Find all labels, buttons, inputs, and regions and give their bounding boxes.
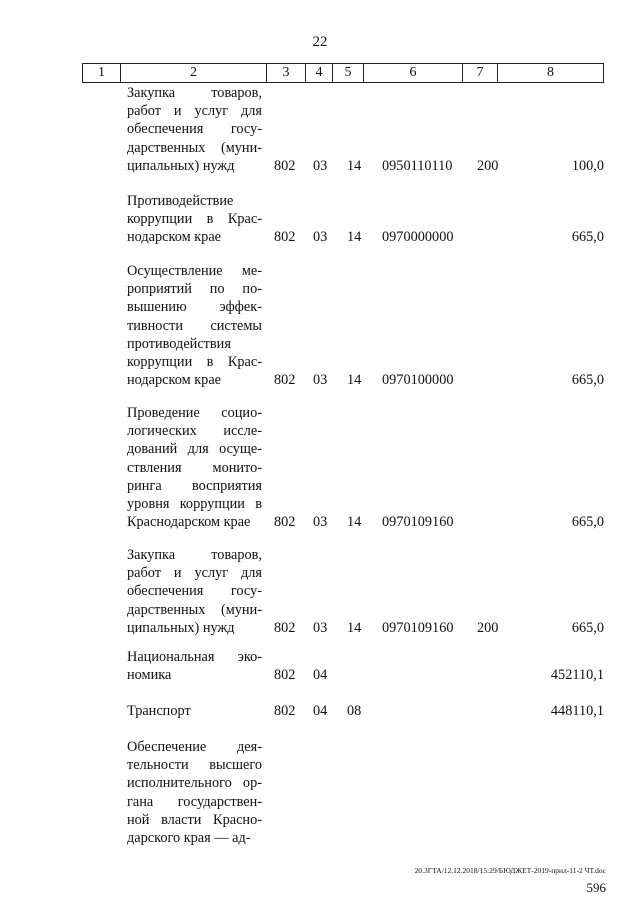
- description-line: нодарском крае: [127, 229, 222, 246]
- amount: 665,0: [571, 372, 604, 389]
- code-ved: 802: [274, 372, 296, 389]
- description-line: исполнительного ор-: [127, 775, 262, 792]
- code-section: 03: [313, 372, 328, 389]
- code-expense-type: 200: [477, 157, 499, 174]
- code-target: 0970000000: [382, 229, 454, 246]
- code-ved: 802: [274, 619, 296, 636]
- code-ved: 802: [274, 667, 296, 684]
- description-line: Обеспечение дея-: [127, 739, 262, 755]
- description-line: работ и услуг для: [127, 565, 262, 582]
- description-line: работ и услуг для: [127, 103, 262, 120]
- description-line: гана государствен-: [127, 793, 262, 810]
- description-line: номика: [127, 667, 172, 684]
- amount: 665,0: [571, 229, 604, 246]
- description-line: дарственных (муни-: [127, 601, 262, 618]
- description-line: Транспорт: [127, 703, 191, 719]
- description-line: ципальных) нужд: [127, 157, 235, 174]
- column-header-4: 4: [306, 64, 333, 83]
- description-line: дарственных (муни-: [127, 139, 262, 156]
- column-header-5: 5: [333, 64, 364, 83]
- code-subsection: 14: [347, 514, 362, 531]
- description-line: тивности системы: [127, 317, 262, 334]
- row-description: [127, 702, 262, 720]
- description-line: дарского края — ад-: [127, 830, 251, 847]
- column-header-row: [82, 63, 604, 83]
- code-expense-type: 200: [477, 619, 499, 636]
- row-description: [127, 192, 262, 247]
- code-subsection: 14: [347, 229, 362, 246]
- description-line: дований для осуще-: [127, 441, 262, 458]
- description-line: Краснодарском крае: [127, 514, 251, 531]
- row-description: [127, 404, 262, 531]
- description-line: ной власти Красно-: [127, 811, 262, 828]
- description-line: Противодействие: [127, 193, 234, 209]
- description-line: ствления монито-: [127, 459, 262, 476]
- code-section: 03: [313, 157, 328, 174]
- column-header-2: 2: [121, 64, 267, 83]
- description-line: ципальных) нужд: [127, 619, 235, 636]
- amount: 452110,1: [550, 667, 604, 684]
- description-line: уровня коррупции в: [127, 496, 262, 513]
- amount: 100,0: [571, 157, 604, 174]
- code-subsection: 14: [347, 157, 362, 174]
- amount: 665,0: [571, 514, 604, 531]
- code-ved: 802: [274, 514, 296, 531]
- sheet-number: 596: [586, 880, 606, 895]
- column-header-8: 8: [498, 64, 604, 83]
- description-line: обеспечения госу-: [127, 121, 262, 138]
- code-section: 04: [313, 703, 328, 719]
- code-ved: 802: [274, 703, 296, 719]
- description-line: коррупции в Крас-: [127, 354, 262, 371]
- description-line: вышению эффек-: [127, 299, 262, 316]
- description-line: обеспечения госу-: [127, 583, 262, 600]
- row-description: [127, 84, 262, 175]
- row-description: [127, 262, 262, 389]
- column-header-6: 6: [364, 64, 463, 83]
- code-ved: 802: [274, 229, 296, 246]
- description-line: коррупции в Крас-: [127, 211, 262, 228]
- column-header-7: 7: [463, 64, 498, 83]
- code-target: 0950110110: [382, 157, 453, 174]
- row-description: [127, 648, 262, 684]
- description-line: Закупка товаров,: [127, 547, 262, 563]
- amount: 448110,1: [550, 703, 604, 719]
- code-section: 03: [313, 514, 328, 531]
- description-line: противодействия: [127, 335, 231, 352]
- description-line: ринга восприятия: [127, 477, 262, 494]
- code-ved: 802: [274, 157, 296, 174]
- row-description: [127, 546, 262, 637]
- code-section: 03: [313, 619, 328, 636]
- row-description: [127, 738, 262, 847]
- description-line: Осуществление ме-: [127, 263, 262, 279]
- code-subsection: 14: [347, 619, 362, 636]
- code-section: 04: [313, 667, 328, 684]
- amount: 665,0: [571, 619, 604, 636]
- code-target: 0970100000: [382, 372, 454, 389]
- code-target: 0970109160: [382, 619, 454, 636]
- description-line: тельности высшего: [127, 757, 262, 774]
- page-number: 22: [312, 34, 328, 50]
- column-header-1: 1: [83, 64, 121, 83]
- description-line: Национальная эко-: [127, 649, 262, 665]
- code-target: 0970109160: [382, 514, 454, 531]
- description-line: роприятий по по-: [127, 281, 262, 298]
- code-section: 03: [313, 229, 328, 246]
- code-subsection: 08: [347, 703, 362, 719]
- document-file-path: 20.3ГТА/12.12.2018/15:29/БЮДЖЕТ-2019-прил-11-2 ЧТ.doc: [414, 866, 606, 875]
- description-line: Закупка товаров,: [127, 85, 262, 101]
- code-subsection: 14: [347, 372, 362, 389]
- column-header-3: 3: [267, 64, 306, 83]
- description-line: нодарском крае: [127, 372, 222, 389]
- description-line: Проведение социо-: [127, 405, 262, 421]
- description-line: логических иссле-: [127, 423, 262, 440]
